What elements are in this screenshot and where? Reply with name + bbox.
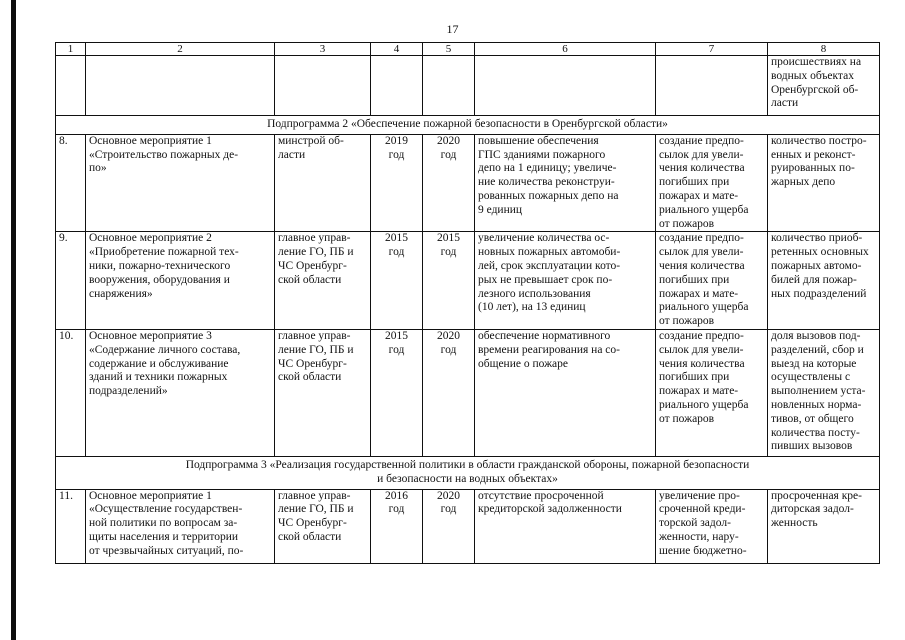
table-row [56, 134, 880, 232]
indicator-cell: просроченная кре- диторская задол- женность [768, 489, 880, 563]
program-table [55, 42, 880, 564]
column-number: 6 [475, 43, 656, 56]
row-number: 10. [56, 329, 86, 456]
end-year-cell: 2020 год [423, 134, 475, 232]
consequences-cell: создание предпо- сылок для увели- чения количества погибших при пожарах и мате- риального ущерба от пожаров [656, 134, 768, 232]
indicator-cell: количество постро- енных и реконст- руированных по- жарных депо [768, 134, 880, 232]
table-row [56, 56, 880, 116]
executor-cell: главное управ- ление ГО, ПБ и ЧС Оренбург- ской области [275, 489, 371, 563]
indicator-cell: происшествиях на водных объектах Оренбургской об- ласти [768, 56, 880, 116]
consequences-cell: создание предпо- сылок для увели- чения количества погибших при пожарах и мате- риального ущерба от пожаров [656, 329, 768, 456]
start-year-cell: 2019 год [371, 134, 423, 232]
event-cell: Основное мероприятие 1 «Осуществление государствен- ной политики по вопросам за- щиты населения и территории от чрезвычайных ситуаций, по- [86, 489, 275, 563]
table-row [56, 232, 880, 330]
start-year-cell: 2015 год [371, 232, 423, 330]
column-number: 5 [423, 43, 475, 56]
event-cell: Основное мероприятие 1 «Строительство пожарных де- по» [86, 134, 275, 232]
column-number: 3 [275, 43, 371, 56]
consequences-cell: увеличение про- сроченной креди- торской задол- женности, нару- шение бюджетно- [656, 489, 768, 563]
table-row [56, 489, 880, 563]
column-number: 4 [371, 43, 423, 56]
subprogram-2-title: Подпрограмма 2 «Обеспечение пожарной безопасности в Оренбургской области» [56, 116, 880, 135]
result-cell: отсутствие просроченной кредиторской задолженности [475, 489, 656, 563]
table-header-row [56, 43, 880, 56]
indicator-cell: доля вызовов под- разделений, сбор и выезд на которые осуществлены с выполнением уста- новленных норма- тивов, от общего количества посту- пивших вызовов [768, 329, 880, 456]
row-number: 9. [56, 232, 86, 330]
column-number: 8 [768, 43, 880, 56]
end-year-cell: 2020 год [423, 329, 475, 456]
event-cell: Основное мероприятие 2 «Приобретение пожарной тех- ники, пожарно-технического вооружения, оборудования и снаряжения» [86, 232, 275, 330]
end-year-cell: 2015 год [423, 232, 475, 330]
result-cell: увеличение количества ос- новных пожарных автомоби- лей, срок эксплуатации кото- рых не превышает срок по- лезного использования (10 лет), на 13 единиц [475, 232, 656, 330]
result-cell: обеспечение нормативного времени реагирования на со- общение о пожаре [475, 329, 656, 456]
event-cell: Основное мероприятие 3 «Содержание личного состава, содержание и обслуживание зданий и техники пожарных подразделений» [86, 329, 275, 456]
row-number: 8. [56, 134, 86, 232]
binding-edge [11, 0, 16, 640]
subprogram-header-row [56, 456, 880, 489]
start-year-cell: 2015 год [371, 329, 423, 456]
column-number: 7 [656, 43, 768, 56]
table-row [56, 329, 880, 456]
consequences-cell: создание предпо- сылок для увели- чения количества погибших при пожарах и мате- риального ущерба от пожаров [656, 232, 768, 330]
executor-cell: главное управ- ление ГО, ПБ и ЧС Оренбург- ской области [275, 329, 371, 456]
page-number: 17 [446, 22, 459, 36]
subprogram-3-title: Подпрограмма 3 «Реализация государственной политики в области гражданской обороны, пожарной безопасности и безопасности на водных объектах» [56, 456, 880, 489]
row-number: 11. [56, 489, 86, 563]
subprogram-header-row [56, 116, 880, 135]
start-year-cell: 2016 год [371, 489, 423, 563]
executor-cell: минстрой об- ласти [275, 134, 371, 232]
column-number: 2 [86, 43, 275, 56]
executor-cell: главное управ- ление ГО, ПБ и ЧС Оренбург- ской области [275, 232, 371, 330]
result-cell: повышение обеспечения ГПС зданиями пожарного депо на 1 единицу; увеличе- ние количества реконструи- рованных пожарных депо на 9 единиц [475, 134, 656, 232]
indicator-cell: количество приоб- ретенных основных пожарных автомо- билей для пожар- ных подразделений [768, 232, 880, 330]
end-year-cell: 2020 год [423, 489, 475, 563]
column-number: 1 [56, 43, 86, 56]
